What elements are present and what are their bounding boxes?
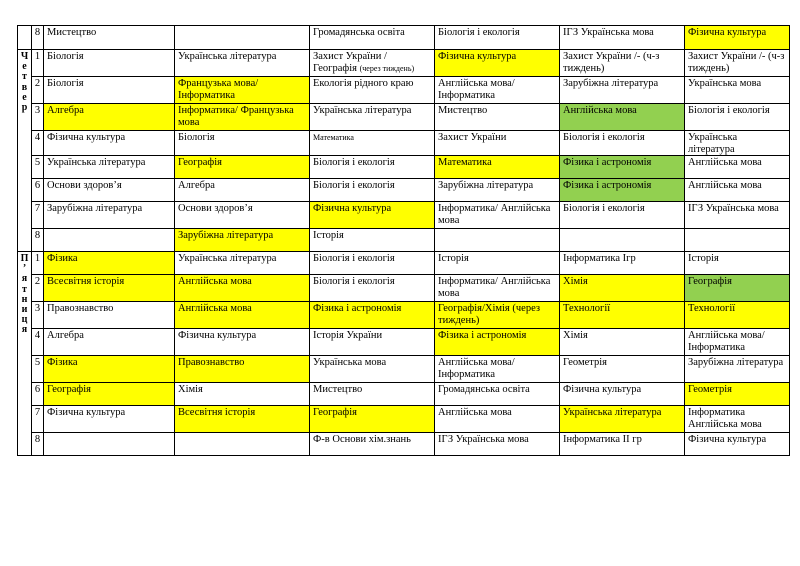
table-row bbox=[18, 77, 790, 104]
subject-text: Захист України / Географія bbox=[313, 51, 387, 74]
subject-text: Фізична культура bbox=[178, 330, 257, 341]
subject-text: Біологія bbox=[178, 132, 215, 143]
subject-text: Хімія bbox=[563, 330, 588, 341]
lesson-cell bbox=[44, 26, 175, 50]
lesson-cell bbox=[435, 50, 560, 77]
subject-text: Громадянська освіта bbox=[313, 27, 405, 38]
lesson-cell bbox=[44, 179, 175, 202]
subject-text: Українська література bbox=[47, 157, 146, 168]
lesson-cell bbox=[560, 406, 685, 433]
lesson-cell bbox=[435, 356, 560, 383]
subject-text: Правознавство bbox=[47, 303, 114, 314]
lesson-cell bbox=[685, 77, 790, 104]
subject-text: Англійська мова/ Інформатика bbox=[438, 78, 515, 101]
table-row bbox=[18, 131, 790, 156]
table-row bbox=[18, 156, 790, 179]
lesson-cell bbox=[435, 406, 560, 433]
lesson-cell bbox=[560, 302, 685, 329]
lesson-cell bbox=[175, 329, 310, 356]
lesson-cell bbox=[435, 275, 560, 302]
subject-text: Хімія bbox=[178, 384, 203, 395]
lesson-cell bbox=[44, 77, 175, 104]
lesson-cell bbox=[685, 383, 790, 406]
lesson-cell bbox=[560, 356, 685, 383]
lesson-cell bbox=[310, 77, 435, 104]
day-label bbox=[18, 50, 32, 252]
subject-text: Алгебра bbox=[178, 180, 215, 191]
subject-text: Французька мова/ Інформатика bbox=[178, 78, 259, 101]
subject-text: Алгебра bbox=[47, 105, 84, 116]
table-row bbox=[18, 179, 790, 202]
subject-text: Інформатика/ Англійська мова bbox=[438, 203, 551, 226]
subject-text: Основи здоров’я bbox=[47, 180, 122, 191]
subject-text: Біологія і екологія bbox=[313, 157, 395, 168]
lesson-cell bbox=[44, 50, 175, 77]
lesson-cell bbox=[310, 104, 435, 131]
subject-text: Англійська мова/ Інформатика bbox=[688, 330, 765, 353]
lesson-number: 2 bbox=[32, 77, 44, 104]
lesson-cell bbox=[44, 131, 175, 156]
lesson-cell bbox=[175, 77, 310, 104]
lesson-cell bbox=[560, 104, 685, 131]
lesson-number: 2 bbox=[32, 275, 44, 302]
lesson-cell bbox=[435, 383, 560, 406]
subject-text: ІГЗ Українська мова bbox=[688, 203, 779, 214]
lesson-cell bbox=[685, 156, 790, 179]
lesson-cell bbox=[560, 229, 685, 252]
subject-text: Фізична культура bbox=[313, 203, 392, 214]
day-letter: т bbox=[22, 283, 27, 295]
subject-text: Зарубіжна література bbox=[688, 357, 784, 368]
lesson-cell bbox=[435, 302, 560, 329]
lesson-cell bbox=[44, 104, 175, 131]
lesson-cell bbox=[435, 202, 560, 229]
lesson-cell bbox=[44, 406, 175, 433]
lesson-cell bbox=[175, 50, 310, 77]
subject-text: Мистецтво bbox=[47, 27, 97, 38]
lesson-cell bbox=[175, 156, 310, 179]
subject-text: Англійська мова bbox=[178, 303, 252, 314]
subject-text: Фізична культура bbox=[688, 434, 767, 445]
lesson-number: 7 bbox=[32, 202, 44, 229]
lesson-cell bbox=[685, 302, 790, 329]
subject-text: Українська література bbox=[313, 105, 412, 116]
day-letter: р bbox=[21, 102, 28, 114]
subject-text: Англійська мова bbox=[563, 105, 637, 116]
lesson-cell bbox=[560, 202, 685, 229]
lesson-cell bbox=[175, 131, 310, 156]
subject-text: Історія bbox=[688, 253, 719, 264]
lesson-cell bbox=[685, 131, 790, 156]
subject-text: Біологія і екологія bbox=[313, 276, 395, 287]
subject-text: Фізика і астрономія bbox=[563, 157, 652, 168]
subject-text: Захист України /- (ч-з тиждень) bbox=[563, 51, 660, 74]
subject-text: Правознавство bbox=[178, 357, 245, 368]
subject-text: Англійська мова/ Інформатика bbox=[438, 357, 515, 380]
lesson-cell bbox=[310, 275, 435, 302]
lesson-number: 6 bbox=[32, 383, 44, 406]
lesson-cell bbox=[685, 329, 790, 356]
subject-text: Ф-в Основи хім.знань bbox=[313, 434, 411, 445]
subject-text: Мистецтво bbox=[313, 384, 363, 395]
table-row bbox=[18, 356, 790, 383]
lesson-cell bbox=[44, 329, 175, 356]
subject-text: Технології bbox=[688, 303, 736, 314]
lesson-cell bbox=[560, 50, 685, 77]
lesson-number: 8 bbox=[32, 229, 44, 252]
subject-text: Всесвітня історія bbox=[178, 407, 256, 418]
subject-text: Інформатика/ Французька мова bbox=[178, 105, 294, 128]
lesson-cell bbox=[435, 77, 560, 104]
lesson-cell bbox=[435, 26, 560, 50]
subject-text: Біологія і екологія bbox=[688, 105, 770, 116]
subject-text: Зарубіжна література bbox=[47, 203, 143, 214]
lesson-cell bbox=[435, 229, 560, 252]
subject-text: Географія bbox=[688, 276, 732, 287]
lesson-cell bbox=[685, 50, 790, 77]
lesson-cell bbox=[560, 275, 685, 302]
subject-text: Захист України bbox=[438, 132, 507, 143]
subject-text: Фізика і астрономія bbox=[563, 180, 652, 191]
lesson-cell bbox=[310, 50, 435, 77]
subject-text: Фізика і астрономія bbox=[313, 303, 402, 314]
table-row bbox=[18, 406, 790, 433]
table-row bbox=[18, 104, 790, 131]
subject-text: Українська література bbox=[178, 253, 277, 264]
subject-text: Англійська мова bbox=[688, 157, 762, 168]
lesson-cell bbox=[175, 302, 310, 329]
lesson-cell bbox=[685, 406, 790, 433]
lesson-number: 3 bbox=[32, 302, 44, 329]
lesson-cell bbox=[310, 329, 435, 356]
subject-text: Фізика і астрономія bbox=[438, 330, 527, 341]
subject-text: Геометрія bbox=[563, 357, 607, 368]
day-letter: е bbox=[22, 91, 27, 103]
lesson-cell bbox=[44, 229, 175, 252]
table-row bbox=[18, 26, 790, 50]
lesson-cell bbox=[560, 329, 685, 356]
day-letter: ц bbox=[21, 314, 28, 326]
subject-text: Історія України bbox=[313, 330, 383, 341]
subject-text: Математика bbox=[313, 133, 354, 142]
day-letter: н bbox=[21, 293, 28, 305]
subject-text: Біологія і екологія bbox=[438, 27, 520, 38]
subject-text: Українська література bbox=[178, 51, 277, 62]
subject-text: Біологія і екологія bbox=[313, 253, 395, 264]
table-row bbox=[18, 302, 790, 329]
lesson-cell bbox=[560, 156, 685, 179]
subject-text: Українська мова bbox=[688, 78, 762, 89]
lesson-cell bbox=[685, 275, 790, 302]
day-letter: Ч bbox=[20, 51, 29, 62]
subject-text: Алгебра bbox=[47, 330, 84, 341]
day-letter: П bbox=[20, 253, 29, 264]
lesson-cell bbox=[310, 383, 435, 406]
lesson-cell bbox=[685, 179, 790, 202]
day-letter: я bbox=[21, 324, 28, 336]
lesson-cell bbox=[560, 26, 685, 50]
table-row bbox=[18, 50, 790, 77]
lesson-cell bbox=[310, 433, 435, 456]
subject-text: Зарубіжна література bbox=[178, 230, 274, 241]
lesson-cell bbox=[685, 433, 790, 456]
subject-text: Хімія bbox=[563, 276, 588, 287]
lesson-cell bbox=[175, 406, 310, 433]
subject-text: Інформатика/ Англійська мова bbox=[438, 276, 551, 299]
day-letter: е bbox=[22, 61, 27, 73]
subject-text: Фізична культура bbox=[438, 51, 517, 62]
table-row bbox=[18, 275, 790, 302]
lesson-cell bbox=[175, 383, 310, 406]
lesson-number: 5 bbox=[32, 356, 44, 383]
lesson-cell bbox=[175, 252, 310, 275]
day-letter: ’ bbox=[22, 263, 27, 275]
table-row bbox=[18, 229, 790, 252]
day-cell bbox=[18, 26, 32, 50]
lesson-cell bbox=[44, 156, 175, 179]
lesson-cell bbox=[685, 26, 790, 50]
lesson-cell bbox=[310, 131, 435, 156]
day-letter: т bbox=[22, 71, 27, 83]
lesson-cell bbox=[44, 252, 175, 275]
lesson-number: 8 bbox=[32, 433, 44, 456]
lesson-cell bbox=[560, 433, 685, 456]
lesson-cell bbox=[310, 252, 435, 275]
lesson-cell bbox=[310, 302, 435, 329]
subject-text: Географія/Хімія (через тиждень) bbox=[438, 303, 541, 326]
lesson-cell bbox=[685, 229, 790, 252]
subject-text: Фізична культура bbox=[688, 27, 767, 38]
subject-text: Фізична культура bbox=[47, 407, 126, 418]
lesson-cell bbox=[560, 383, 685, 406]
lesson-number: 4 bbox=[32, 131, 44, 156]
subject-text: Математика bbox=[438, 157, 492, 168]
subject-text: Географія bbox=[47, 384, 91, 395]
table-row bbox=[18, 383, 790, 406]
subject-text: Біологія bbox=[47, 51, 84, 62]
subject-text: Зарубіжна література bbox=[563, 78, 659, 89]
subject-text: Зарубіжна література bbox=[438, 180, 534, 191]
subject-text: Біологія і екологія bbox=[313, 180, 395, 191]
day-label bbox=[18, 252, 32, 456]
lesson-cell bbox=[44, 356, 175, 383]
lesson-cell bbox=[44, 433, 175, 456]
lesson-cell bbox=[175, 433, 310, 456]
lesson-number: 5 bbox=[32, 156, 44, 179]
lesson-cell bbox=[175, 356, 310, 383]
subject-text: Захист України /- (ч-з тиждень) bbox=[688, 51, 785, 74]
subject-text: Екологія рідного краю bbox=[313, 78, 414, 89]
subject-text: Історія bbox=[313, 230, 344, 241]
subject-text: Фізична культура bbox=[563, 384, 642, 395]
subject-text: Українська література bbox=[688, 132, 738, 155]
timetable bbox=[17, 25, 790, 456]
subject-text: Українська література bbox=[563, 407, 662, 418]
subject-text: Геометрія bbox=[688, 384, 732, 395]
lesson-number: 1 bbox=[32, 252, 44, 275]
subject-text: ІГЗ Українська мова bbox=[438, 434, 529, 445]
subject-text: Всесвітня історія bbox=[47, 276, 125, 287]
lesson-cell bbox=[685, 104, 790, 131]
lesson-cell bbox=[44, 275, 175, 302]
lesson-cell bbox=[685, 202, 790, 229]
lesson-cell bbox=[435, 156, 560, 179]
day-letter: в bbox=[21, 81, 28, 93]
lesson-cell bbox=[44, 383, 175, 406]
subject-text: Основи здоров’я bbox=[178, 203, 253, 214]
lesson-cell bbox=[175, 26, 310, 50]
subject-text: Інформатика Англійська мова bbox=[688, 407, 762, 430]
lesson-cell bbox=[435, 131, 560, 156]
lesson-cell bbox=[560, 77, 685, 104]
subject-text: Англійська мова bbox=[438, 407, 512, 418]
lesson-cell bbox=[175, 179, 310, 202]
table-row bbox=[18, 433, 790, 456]
lesson-cell bbox=[560, 131, 685, 156]
subject-text: Технології bbox=[563, 303, 611, 314]
lesson-cell bbox=[435, 252, 560, 275]
table-row bbox=[18, 329, 790, 356]
subject-text: Мистецтво bbox=[438, 105, 488, 116]
subject-text: Історія bbox=[438, 253, 469, 264]
lesson-cell bbox=[175, 229, 310, 252]
lesson-cell bbox=[560, 179, 685, 202]
table-row bbox=[18, 252, 790, 275]
subject-text: Фізична культура bbox=[47, 132, 126, 143]
day-letter: я bbox=[21, 273, 28, 285]
subject-text: Географія bbox=[178, 157, 222, 168]
lesson-cell bbox=[175, 104, 310, 131]
lesson-cell bbox=[310, 356, 435, 383]
subject-text: ІГЗ Українська мова bbox=[563, 27, 654, 38]
subject-text: Біологія bbox=[47, 78, 84, 89]
day-letter: и bbox=[21, 304, 28, 316]
subject-text: Інформатика Ігр bbox=[563, 253, 636, 264]
lesson-cell bbox=[560, 252, 685, 275]
subject-text: Українська мова bbox=[313, 357, 387, 368]
lesson-cell bbox=[175, 202, 310, 229]
lesson-number: 3 bbox=[32, 104, 44, 131]
subject-text: Громадянська освіта bbox=[438, 384, 530, 395]
lesson-cell bbox=[310, 229, 435, 252]
lesson-cell bbox=[685, 356, 790, 383]
subject-text: Англійська мова bbox=[178, 276, 252, 287]
lesson-cell bbox=[435, 329, 560, 356]
subject-text: Біологія і екологія bbox=[563, 203, 645, 214]
lesson-cell bbox=[435, 433, 560, 456]
lesson-cell bbox=[685, 252, 790, 275]
subject-text: Географія bbox=[313, 407, 357, 418]
subject-text: Фізика bbox=[47, 253, 78, 264]
lesson-cell bbox=[435, 104, 560, 131]
lesson-number: 7 bbox=[32, 406, 44, 433]
table-row bbox=[18, 202, 790, 229]
lesson-number: 1 bbox=[32, 50, 44, 77]
subject-text: Фізика bbox=[47, 357, 78, 368]
subject-text: Інформатика ІІ гр bbox=[563, 434, 642, 445]
lesson-number: 4 bbox=[32, 329, 44, 356]
lesson-cell bbox=[435, 179, 560, 202]
lesson-cell bbox=[175, 275, 310, 302]
lesson-cell bbox=[44, 302, 175, 329]
lesson-cell bbox=[310, 202, 435, 229]
lesson-number: 6 bbox=[32, 179, 44, 202]
lesson-cell bbox=[44, 202, 175, 229]
subject-note: (через тиждень) bbox=[359, 63, 415, 73]
subject-text: Англійська мова bbox=[688, 180, 762, 191]
subject-text: Біологія і екологія bbox=[563, 132, 645, 143]
lesson-number: 8 bbox=[32, 26, 44, 50]
lesson-cell bbox=[310, 156, 435, 179]
lesson-cell bbox=[310, 179, 435, 202]
lesson-cell bbox=[310, 26, 435, 50]
lesson-cell bbox=[310, 406, 435, 433]
